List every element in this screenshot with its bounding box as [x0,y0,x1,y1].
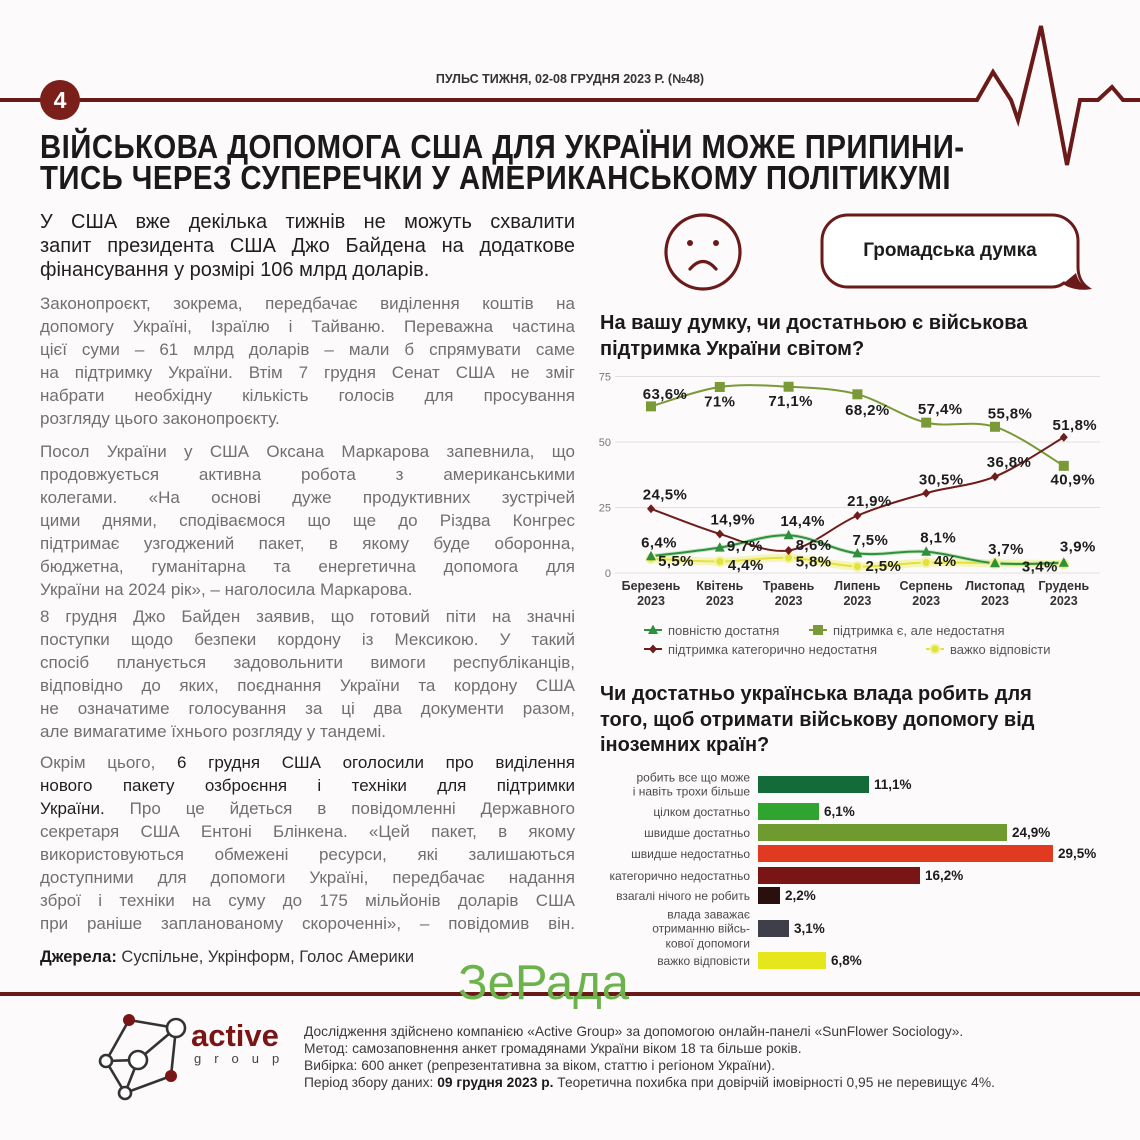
highlighted-text: України. [40,799,105,818]
data-label: 3,9% [1059,538,1096,556]
logo-node [119,1087,131,1099]
data-label: 21,9% [847,493,892,511]
legend-marker-icon [644,644,662,654]
data-point [922,489,930,498]
paragraph-line [40,440,575,463]
data-label: 51,8% [1052,416,1098,434]
chart1-title-line: На вашу думку, чи достатньою є військова [600,312,1028,334]
data-label: 68,2% [845,401,890,419]
bar [758,776,869,793]
right-eye [713,240,719,246]
public-opinion-badge: Громадська думка [863,240,1037,261]
x-tick-label [834,579,881,608]
data-label: 2,5% [865,557,902,575]
bar-category-label-line: кової допомоги [665,935,750,950]
bar-value-label: 29,5% [1058,845,1097,861]
title-line: ТИСЬ ЧЕРЕЗ СУПЕРЕЧКИ У АМЕРИКАНСЬКОМУ ПОЛІТИКУМІ [40,159,951,196]
x-tick-label-line: 2023 [843,594,872,608]
x-tick-label-line: Грудень [1038,579,1090,593]
bar-category-label-line: взагалі нічого не робить [616,888,750,903]
paragraph-line [40,486,575,509]
bar-category-label-line: і навіть трохи більше [632,784,750,799]
data-label: 14,9% [710,511,756,529]
bar-row [0,887,1140,904]
data-label: 4% [933,553,957,571]
legend-item [644,641,877,657]
line-chart [590,360,1120,615]
data-point [784,382,794,392]
data-label: 30,5% [918,471,964,489]
data-point [852,389,862,399]
text-segment: 8 грудня Джо Байден заявив, що готовий піти на значні [40,607,575,626]
bar-row [0,824,1140,841]
data-label: 8,6% [795,536,832,554]
x-tick-label-line: 2023 [912,594,941,608]
bar-row [0,770,1140,799]
legend-label: повністю достатня [668,622,780,638]
x-tick-label-line: 2023 [637,594,665,608]
bar-category-label-line: швидше недостатньо [631,846,750,861]
bar-category-label [657,953,750,968]
x-tick-label [1038,579,1089,608]
data-label: 3,4% [1021,558,1058,576]
lead-line: У США вже декілька тижнів не можуть схвалити [40,211,575,233]
data-point [990,422,1000,432]
text-segment: бюджетна, гуманітарна та енергетична допомога для [40,557,575,576]
data-label: 55,8% [987,405,1033,423]
bar [758,920,789,937]
sources-text: Суспільне, Укрінформ, Голос Америки [116,948,415,966]
x-tick-label [965,579,1025,608]
text-segment: використовуються обмежені ресурси, які залишаються [40,845,575,864]
x-tick-label [696,579,743,608]
x-tick-label [622,579,681,608]
data-label: 9,7% [726,538,763,556]
text-segment: відповідно до яких, поєднання України та кордону США [40,676,575,695]
data-label: 3,7% [988,540,1024,558]
text-segment: підтримає узгоджений пакет, в якому буде оборонна, [40,534,575,553]
chart2-title-line: іноземних країн? [600,734,770,756]
paragraph-line [40,509,575,532]
data-label: 14,4% [780,512,825,530]
paragraph-line [40,292,575,315]
paragraph-line [40,674,575,697]
data-label: 5,8% [795,553,832,571]
bar-row [0,867,1140,884]
bar-category-label [631,846,750,861]
bar-category-label-line: отриманню війсь- [652,921,750,936]
data-label: 71,1% [768,393,813,411]
bar-category-label-line: швидше достатньо [644,825,750,840]
bar-category-label-line: категорично недостатньо [609,868,750,883]
data-point [647,504,655,513]
paragraph-line [40,628,575,651]
data-label: 57,4% [917,401,963,419]
x-tick-label [900,579,954,608]
bar-value-label: 11,1% [874,776,912,792]
bar-row [0,845,1140,862]
text-segment: розгляду цього законопроєкту. [40,409,280,428]
bar-value-label: 3,1% [794,920,825,936]
bar-category-label [652,907,750,951]
data-point [921,418,931,428]
legend-marker-icon [926,644,944,654]
bar-row [0,803,1140,820]
chart2-title-line: того, щоб отримати військову допомогу від [600,708,1035,731]
legend-label: підтримка є, але недостатня [833,622,1005,638]
legend-item [644,622,779,638]
data-label: 7,5% [852,531,889,549]
mouth [690,262,716,270]
x-tick-label-line: 2023 [705,594,734,608]
text-segment: спосіб планується задовольнити вимоги республіканців, [40,653,575,672]
bar-category-label-line: важко відповісти [657,953,750,968]
bar-category-label [653,804,750,819]
text-segment: зброї і техніки на суму до 175 мільйонів доларів США [40,891,575,910]
bar-category-label-line: робить все що може [636,770,750,784]
bar-category-label [616,888,750,903]
x-tick-label-line: 2023 [981,594,1009,608]
y-tick-label: 75 [598,371,611,384]
data-label: 6,4% [641,534,677,552]
bar-value-label: 2,2% [785,887,816,903]
bar [758,845,1053,862]
paragraph-line [40,532,575,555]
bar-value-label: 6,1% [824,803,855,819]
bar-category-label-line: цілком достатньо [653,804,750,819]
y-tick-label: 50 [598,437,611,449]
legend-item [926,641,1051,657]
text-segment: Посол України у США Оксана Маркарова запевнила, що [40,442,575,461]
legend-marker [931,645,940,654]
logo-node [123,1014,135,1026]
text-segment: цими днями, сподіваємося що ще до Різдва Конгрес [40,511,575,530]
bar-category-label-line: влада заважає [667,906,750,921]
chart2-title [600,682,1034,759]
chart2-title-line: Чи достатньо українська влада робить для [600,683,1032,705]
text-segment: не означатиме голосування за ці два документи разом, [40,699,575,718]
x-tick-label-line: 2023 [774,594,803,608]
data-point [716,529,724,538]
paragraph-line [40,751,575,774]
y-tick-label: 25 [598,502,611,515]
body-paragraph [40,440,575,601]
logo-node [129,1051,147,1069]
highlighted-text: нового пакету озброєння і техніки для підтримки [40,776,575,795]
data-point [991,472,999,481]
x-tick-label-line: Травень [762,579,815,593]
bar-category-label [644,825,750,840]
watermark: ЗеРада [458,956,629,1010]
text-segment: Про це йдеться в повідомленні Державного [104,799,575,818]
active-group-logo-icon [90,1005,190,1105]
text-segment: набрати необхідну кількість голосів для просування [40,386,575,405]
left-eye [687,240,693,246]
logo-subtitle: group [194,1051,293,1066]
x-tick-label-line: Квітень [696,579,744,593]
paragraph-line [40,697,575,720]
text-segment: допомогу Україні, Ізраїлю і Тайваню. Переважна частина [40,317,575,336]
data-label: 71% [704,393,736,411]
legend-marker [649,645,657,654]
text-segment: секретаря США Ентоні Блінкена. «Цей пакет, в якому [40,822,575,841]
x-tick-label-line: Листопад [965,579,1025,593]
bar-value-label: 24,9% [1012,824,1051,840]
text-segment: Законопроєкт, зокрема, передбачає виділення коштів на [40,294,575,313]
data-point [922,558,931,567]
data-point [853,562,862,571]
legend-marker [813,625,823,635]
legend-label: важко відповісти [950,641,1051,657]
methodology-note [304,1023,995,1091]
bar [758,952,826,969]
period-note: Теоретична похибка при довірчій імовірності 0,95 не перевищує 4%. [553,1075,995,1090]
page-number-badge: 4 [40,80,80,120]
methodology-line: Дослідження здійснено компанією «Active Group» за допомогою онлайн-панелі «SunFlower Sociology». [304,1024,964,1039]
text-segment: продовжується активна робота з американськими [40,465,575,484]
methodology-line: Метод: самозаповнення анкет громадянами України віком 18 та більше років. [304,1041,802,1056]
paragraph-line [40,407,575,430]
highlighted-text: 6 грудня США оголосили про виділення [177,753,575,772]
legend-marker-icon [644,625,662,635]
methodology-line [304,1074,995,1091]
text-segment: при раніше запланованому скороченні», – повідомив він. [40,914,575,933]
text-segment: поступки щодо безпеки кордону із Мексикою. У такий [40,630,575,649]
period-label: Період збору даних: [304,1075,438,1090]
data-label: 63,6% [642,385,688,403]
x-tick-label-line: Липень [834,579,881,593]
lead-paragraph [40,210,575,282]
bar-value-label: 16,2% [925,867,964,883]
paragraph-line [40,651,575,674]
logo-wordmark: active [191,1018,279,1053]
chart1-title [600,310,1027,362]
paragraph-line [40,361,575,384]
paragraph-line [40,338,575,361]
text-segment: Окрім цього, [40,753,177,772]
data-label: 5,5% [658,553,694,571]
data-point [1060,433,1068,442]
lead-line: запит президента США Джо Байдена на додаткове [40,235,575,257]
bar [758,803,819,820]
data-point [1059,461,1069,471]
paragraph-line [40,463,575,486]
issue-label: ПУЛЬС ТИЖНЯ, 02-08 ГРУДНЯ 2023 Р. (№48) [435,72,705,86]
logo-node [100,1055,112,1067]
text-segment: України на 2024 рік», – наголосила Маркарова. [40,580,413,599]
paragraph-line [40,720,575,743]
x-tick-label-line: Березень [621,579,681,593]
bar-category-label [633,770,750,799]
legend-marker-icon [809,625,827,635]
x-tick-label [763,579,815,608]
logo-node [165,1070,177,1082]
paragraph-line [40,605,575,628]
paragraph-line [40,315,575,338]
chart1-title-line: підтримка України світом? [600,338,865,360]
x-tick-label-line: 2023 [1049,594,1078,608]
text-segment: доступними для допомоги Україні, передбачає надання [40,868,575,887]
paragraph-line [40,555,575,578]
data-point [715,382,725,392]
paragraph-line [40,384,575,407]
data-label: 4,4% [727,556,764,574]
logo-node [167,1019,185,1037]
face-outline [666,215,740,289]
bar-row [0,906,1140,950]
paragraph-line [40,578,575,601]
y-tick-label: 0 [604,568,611,580]
text-segment: колегами. «На основі дуже продуктивних зустрічей [40,488,575,507]
article-title [40,128,1037,196]
text-segment: цієї суми – 61 млрд доларів – мали б спрямувати саме [40,340,575,359]
text-segment: на підтримку України. Втім 7 грудня Сенат США не зміг [40,363,575,382]
text-segment: але вимагатиме їхнього розгляду у тандемі. [40,722,387,741]
bar [758,887,780,904]
data-label: 36,8% [986,454,1032,472]
title-line: ВІЙСЬКОВА ДОПОМОГА США ДЛЯ УКРАЇНИ МОЖЕ ПРИПИНИ- [40,128,965,165]
bar-value-label: 6,8% [831,952,862,968]
sad-face-icon [662,211,744,293]
sources-label: Джерела: [40,948,117,966]
methodology-line: Вибірка: 600 анкет (репрезентативна за віком, статтю і регіоном України). [304,1058,776,1073]
lead-line: фінансування у розмірі 106 млрд доларів. [40,259,430,281]
bar-category-label [609,868,750,883]
data-label: 24,5% [642,486,688,504]
data-point [715,557,724,566]
x-tick-label-line: Серпень [899,579,953,593]
data-label: 40,9% [1050,471,1096,489]
body-paragraph [40,605,575,743]
legend-item [809,622,1005,638]
data-point [853,511,861,520]
legend-label: підтримка категорично недостатня [668,641,878,657]
body-paragraph [40,292,575,430]
data-label: 8,1% [920,529,957,547]
period-date: 09 грудня 2023 р. [437,1075,554,1090]
bar [758,867,920,884]
bar [758,824,1007,841]
